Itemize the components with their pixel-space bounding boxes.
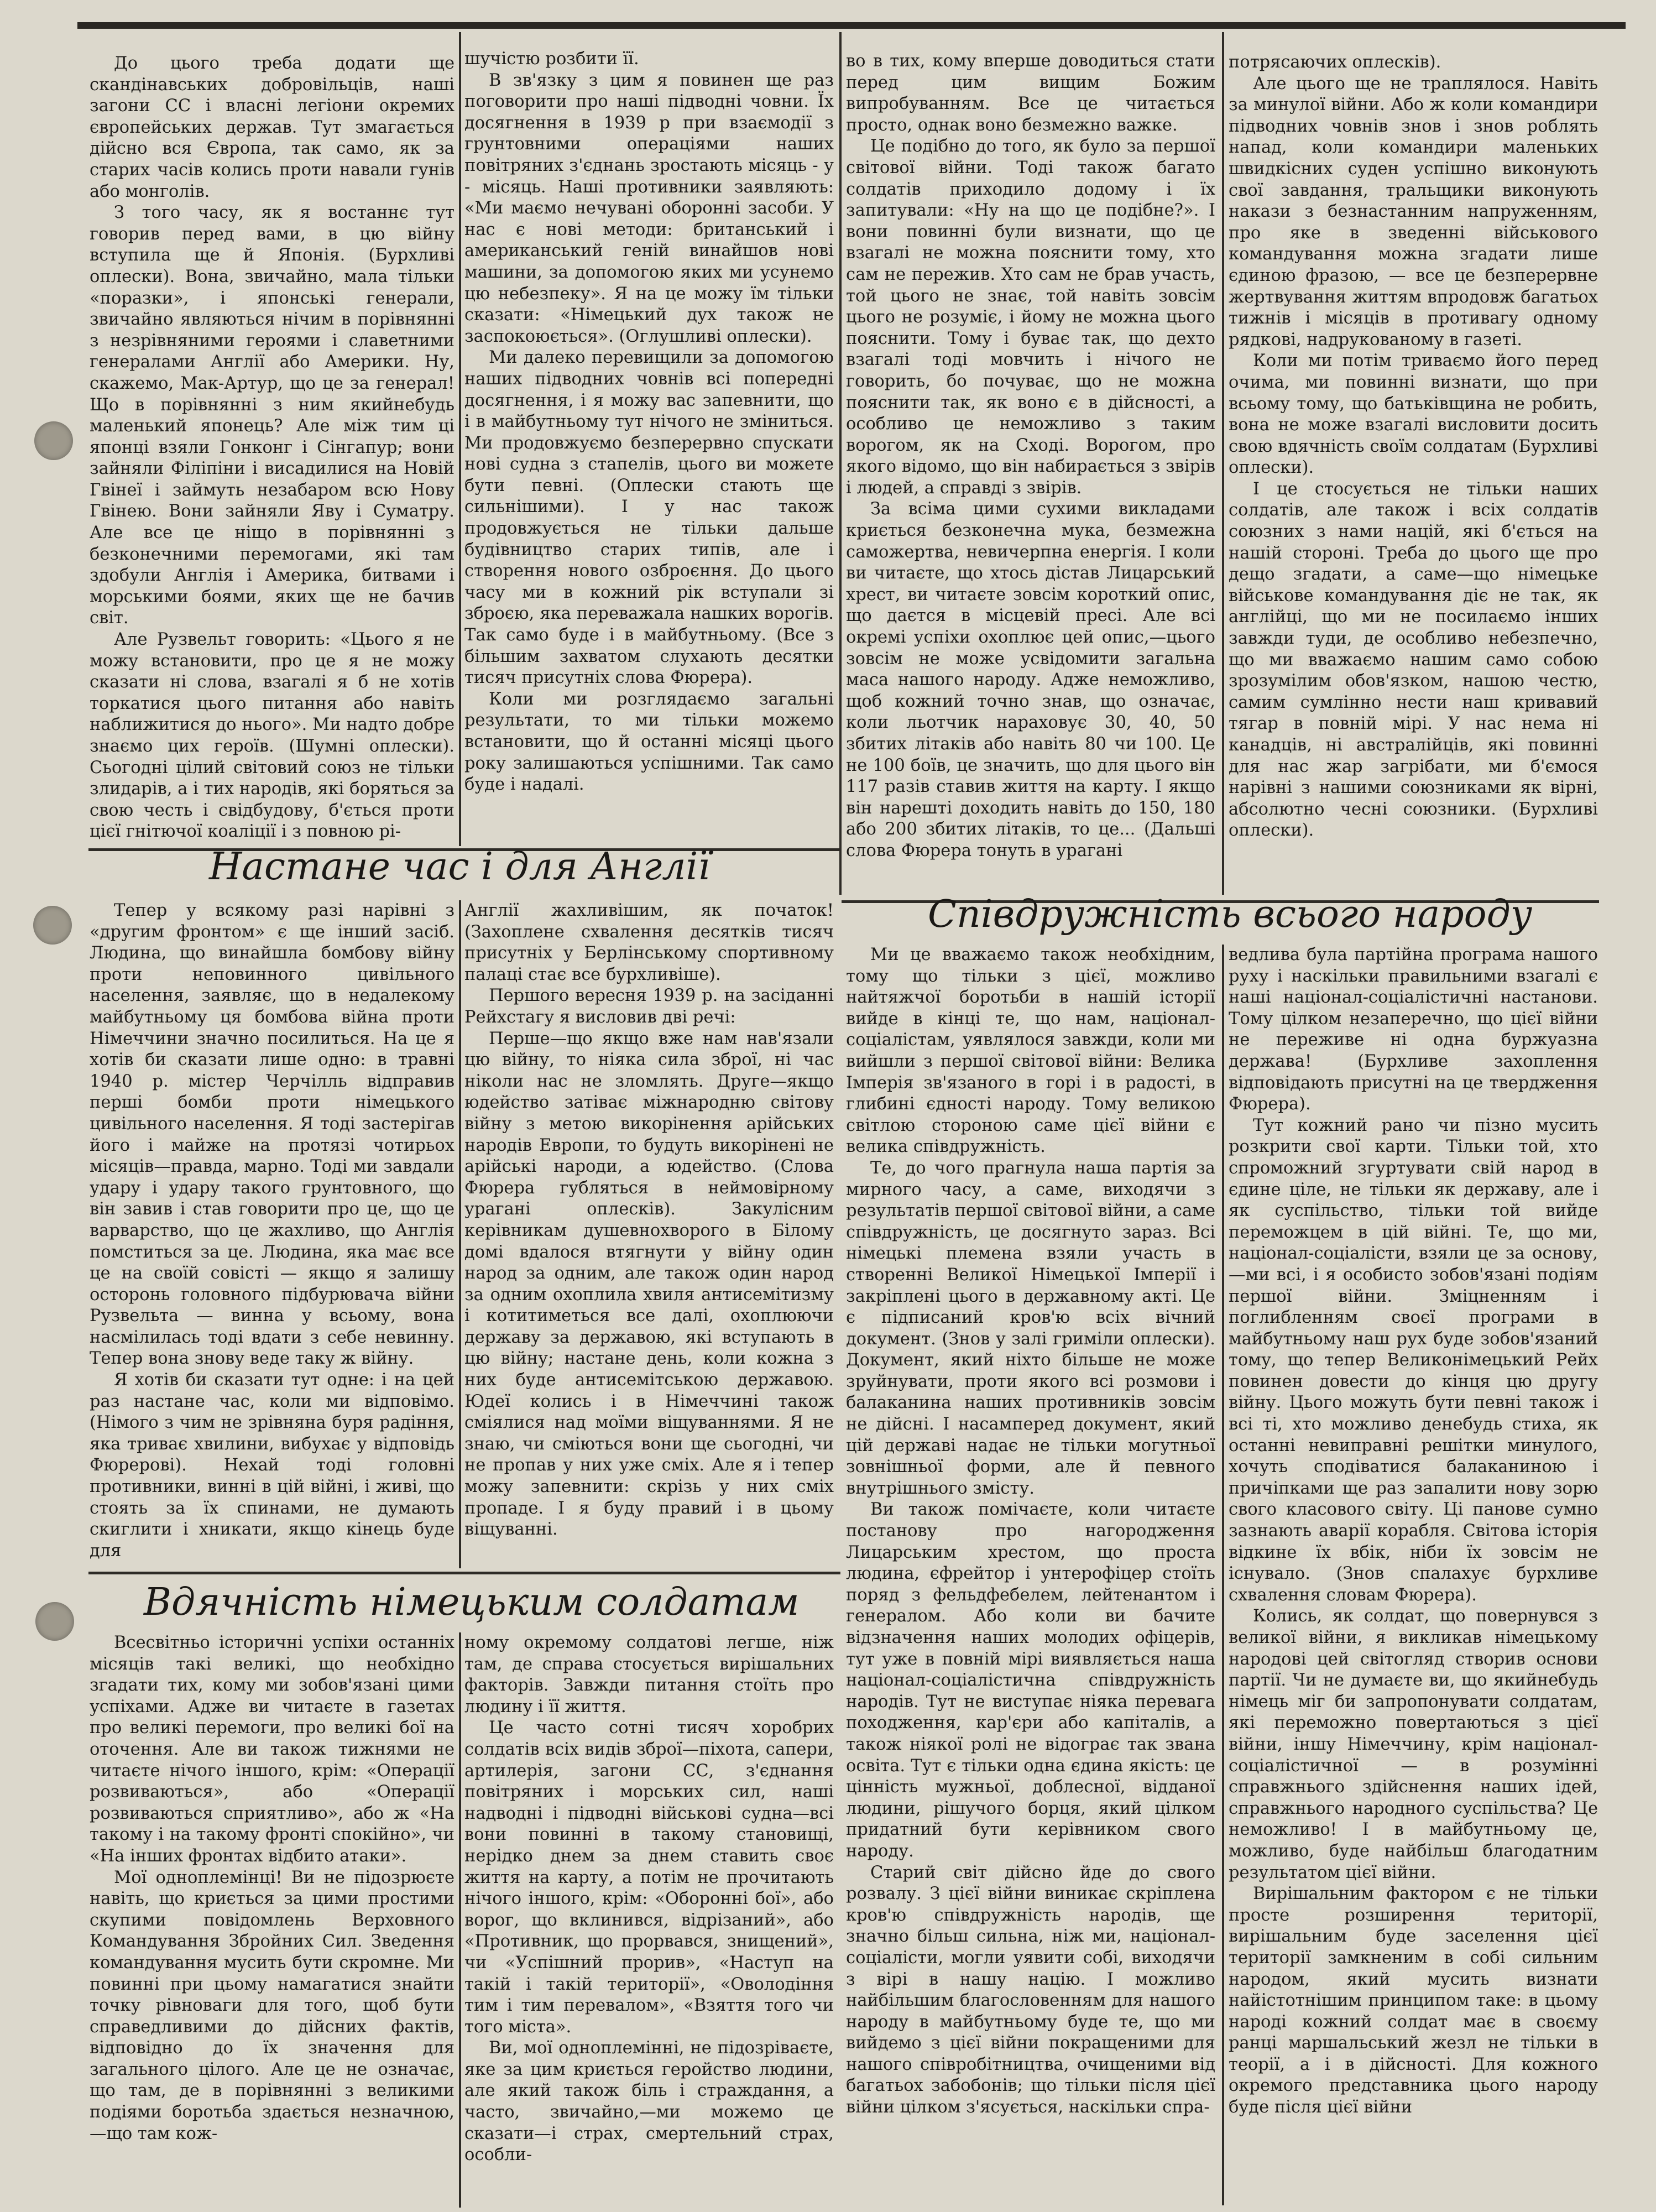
paragraph: Але цього ще не траплялося. Навіть за минулої війни. Або ж коли командири підводних човнів знов і знов роблять напад, коли командири маленьких швидкісних суден успішно виконують свої завдання, тральщики виконують накази з безнастанним напруженням, про яке в зведенні військового командування можна згадати лише єдиною фразою, — все це безперервне жертвування життям впродовж багатьох тижнів і місяців в противагу одному рядкові, надрукованому в газеті. (1229, 74, 1598, 349)
paragraph: Колись, як солдат, що повернувся з великої війни, я викликав німецькому народові цей світогляд створив основи партії. Чи не думаєте ви, що якийнебудь німець міг би запропонувати солдатам, які переможно повертаються з цієї війни, іншу Німеччину, крім націонал-соціалістичної — в розумінні справжнього здійснення наших ідей, справжнього народного суспільства? Це неможливо! І в майбутньому це, можливо, буде найбільш благодатним результатом цієї війни. (1229, 1606, 1598, 1882)
paragraph: Я хотів би сказати тут одне: і на цей раз настане час, коли ми відповімо.(Німого з чим не зрівняна буря радіння, яка триває хвилини, вибухає у відповідь Фюрерові). Нехай тоді головні противники, винні в цій війні, і живі, що стоять за їх спинами, не думають скиглити і хникати, якщо кінець буде для (90, 1370, 455, 1561)
paragraph: Це часто сотні тисяч хоробрих солдатів всіх видів зброї—піхота, сапери, артилерія, загони СС, з'єднання повітряних і морських сил, наші надводні і підводні військові судна—всі вони повинні в такому становищі, нерідко днем за днем ставить своє життя на карту, а потім не прочитають нічого іншого, крім: «Оборонні бої», або ворог, що вклинився, відрізаний», або «Противник, що прорвався, знищений», чи «Успішний прорив», «Наступ на такій і такій території», «Оволодіння тим і тим перевалом», «Взяття того чи того міста». (464, 1718, 834, 2037)
paragraph: Старий світ дійсно йде до свого розвалу. З цієї війни виникає скріплена кров'ю співдружність народів, ще значно більш сильна, ніж ми, націонал-соціалісти, могли уявити собі, виходячи з вірі в нашу націю. І можливо найбільшим благословенням для нашого народу в майбутньому буде те, що ми вийдемо з цієї війни покращеними для нашого співробітництва, очищеними від багатьох забобонів; що тільки після цієї війни цілком з'ясується, наскільки спра- (846, 1863, 1215, 2117)
paragraph: потрясаючих оплесків). (1229, 53, 1441, 72)
paragraph: Але Рузвельт говорить: «Цього я не можу встановити, про це я не можу сказати ні слова, взагалі я б не хотів торкатися цього питання або навіть наближитися до нього». Ми надто добре знаємо цих героїв. (Шумні оплески). Сьогодні цілий світовий союз не тільки злидарів, а і тих народів, які боряться за свою честь і свідбудову, б'ється проти цієї гнітючої коаліції і з повною рі- (90, 630, 455, 842)
england-column-2 (464, 900, 834, 1546)
paragraph: Те, до чого прагнула наша партія за мирного часу, а саме, виходячи з результатів першої світової війни, а саме співдружність, це досягнуто зараз. Всі німецькі племена взяли участь в створенні Великої Німецької Імперії і закріплені цього в державному акті. Це є підписаний кров'ю всіх вічний документ. (Знов у залі гриміли оплески). Документ, який ніхто більше не може зруйнувати, проти якого всі розмови і балаканина наших противників зовсім не дійсні. І насамперед документ, який цій державі надає не тільки могутньої зовнішньої форми, але й певного внутрішнього змісту. (846, 1158, 1215, 1498)
top-column-4 (1229, 52, 1598, 898)
unity-column-1 (846, 945, 1215, 2201)
top-rule (77, 22, 1626, 29)
binder-hole (33, 906, 72, 945)
paragraph: Це подібно до того, як було за першої світової війни. Тоді також багато солдатів приходило додому і їх запитували: «Ну на що це подібне?». І вони повинні були визнати, що це взагалі не можна пояснити тому, хто сам не пережив. Хто сам не брав участь, той цього не знає, той навіть зовсім цього не розуміє, і йому не можна цього пояснити. Тому і буває так, що дехто взагалі тоді мовчить і нічого не говорить, бо почуває, що не можна пояснити так, як воно є в дійсності, а особливо це неможливо з таким ворогом, як на Сході. Ворогом, про якого відомо, що він набирається з звірів і людей, а справді з звірів. (846, 137, 1215, 498)
paragraph: За всіма цими сухими викладами криється безконечна мука, безмежна саможертва, невичерпна енергія. І коли ви читаєте, що хтось дістав Лицарський хрест, ви читаєте зовсім короткий опис, що даєтся в місцевій пресі. Але всі окремі успіхи охоплює цей опис,—цього зовсім не може усвідомити загальна маса нашого народу. Адже неможливо, щоб кожний точно знав, що означає, коли льотчик нараховує 30, 40, 50 збитих літаків або навіть 80 чи 100. Це не 100 боїв, це значить, що для цього він 117 разів ставив життя на карту. І якщо він нарешті доходить навіть до 150, 180 або 200 збитих літаків, то це... (Дальші слова Фюрера тонуть в урагані (846, 499, 1215, 860)
paragraph: І це стосується не тільки наших солдатів, але також і всіх солдатів союзних з нами націй, які б'ється на нашій стороні. Треба до цього ще про дещо згадати, а саме—що німецьке військове командування діє не так, як англійці, що ми не посилаємо інших завжди туди, де особливо небезпечно, що ми вважаємо нашим само собою зрозумілим обов'язком, нашою честю, самим сумлінно нести наш кривавий тягар в повній мірі. У нас нема ні канадців, ні австралійців, які повинні для нас жар загрібати, ми б'ємося нарівні з нашими союзниками як вірні, абсолютно чесні союзники. (Бурхливі оплески). (1229, 479, 1598, 841)
paragraph: во в тих, кому вперше доводиться стати перед цим вищим Божим випробуванням. Все це читається просто, однак воно безмежно важке. (846, 51, 1215, 135)
paragraph: шучістю розбити її. (464, 49, 639, 69)
paragraph: Ми далеко перевищили за допомогою наших підводних човнів всі попередні досягнення, і я можу вас запевнити, що і в майбутньому тут нічого не зміниться. Ми продовжуємо безперервно спускати нові судна з стапелів, цього ви можете бути певні. (Оплески стають ще сильнішими). І у нас також продовжується не тільки дальше будівництво старих типів, але і створення нового озброєння. До цього часу ми в кожний рік вступали зі зброєю, яка переважала нашких ворогів. Так само буде і в майбутньому. (Все з більшим захватом слухають десятки тисяч присутніх слова Фюрера). (464, 348, 834, 688)
paragraph: Ми це вважаємо також необхідним, тому що тільки з цієї, можливо найтяжчої боротьби в нашій історії вийде в кінці те, що нам, націонал-соціалістам, уявлялося завжди, коли ми вийшли з першої світової війни: Велика Імперія зв'язаного в горі і в радості, в глибині єдності народу. Тому великою світлою стороною саме цієї війни є велика співдружність. (846, 945, 1215, 1157)
column-divider (459, 1632, 461, 2208)
binder-hole (35, 1602, 74, 1641)
column-divider (459, 32, 461, 846)
section-rule (88, 1572, 840, 1574)
paragraph: Мої одноплемінці! Ви не підозрюєте навіть, що криється за цими простими скупими повідомлень Верховного Командування Збройних Сил. Зведення командування мусить бути скромне. Ми повинні при цьому намагатися знайти точку рівноваги для того, щоб бути справедливими до дійсних фактів, відповідно до їх значення для загального цілого. Але це не означає, що там, де в порівнянні з великими подіями боротьба здається незначною,—що там кож- (90, 1867, 455, 2143)
paragraph: Коли ми розглядаємо загальні результати, то ми тільки можемо встановити, що й останні місяці цього року залишаються успішними. Так само буде і надалі. (464, 689, 834, 795)
paragraph: В зв'язку з цим я повинен ще раз поговорити про наші підводні човни. Їх досягнення в 1939 р при взаємодії з грунтовними операціями наших повітряних з'єднань зростають місяць - у - місяць. Наші противники заявляють: «Ми маємо нечувані оборонні засоби. У нас є нові методи: британський і американський геній винайшов нові машини, за допомогою яких ми усунемо цю небезпеку». Я на це можу їм тільки сказати: «Німецький дух також не заспокоюється». (Оглушливі оплески). (464, 70, 834, 346)
paragraph: З того часу, як я востаннє тут говорив перед вами, в цю війну вступила ще й Японія. (Бурхливі оплески). Вона, звичайно, мала тільки «поразки», і японські генерали, звичайно являються нічим в порівнянні з незрівняними героями і славетними генералами Англії або Америки. Ну, скажемо, Мак-Артур, що це за генерал! Що в порівнянні з ним якийнебудь маленький японець? Але між тим ці японці взяли Гонконг і Сінгапур; вони зайняли Філіпіни і висадилися на Новій Гвінеї і займуть незабаром всю Нову Гвінею. Вони зайняли Яву і Суматру. Але все це ніщо в порівнянні з безконечними перемогами, які там здобули Англія і Америка, битвами і морськими боями, яких ще не бачив світ. (90, 203, 455, 628)
paragraph: Ви, мої одноплемінні, не підозріваєте, яке за цим криється геройство людини, але який також біль і страждання, а часто, звичайно,—ми можемо це сказати—і страх, смертельний страх, особли- (464, 2038, 834, 2165)
paragraph: Всесвітньо історичні успіхи останніх місяців такі великі, що необхідно згадати тих, кому ми зобов'язані цими успіхами. Адже ви читаєте в газетах про великі перемоги, про великі бої на оточення. Але ви також тижнями не читаєте нічого іншого, крім: «Операції розвиваються», або «Операції розвиваються сприятливо», або ж «На такому і на такому фронті спокійно», чи «На інших фронтах відбито атаки». (90, 1633, 455, 1866)
column-divider (459, 900, 461, 1568)
paragraph: Перше—що якщо вже нам нав'язали цю війну, то ніяка сила зброї, ні час ніколи нас не зломлять. Друге—якщо юдейство затіває міжнародню світову війну з метою викорінення арійських народів Европи, то будуть викорінені не арійські народи, а юдейство. (Слова Фюрера губляться в неймовірному урагані оплесків). Закулісним керівникам душевнохворого в Білому домі вдалося втягнути у війну один народ за одним, але також один народ за одним охоплила хвиля антисемітизму і котитиметься все далі, охоплюючи державу за державою, які вступають в цю війну; настане день, коли кожна з них буде антисемітською державою. Юдеї колись і в Німеччині також сміялися над моїми віщуваннями. Я не знаю, чи сміються вони ще сьогодні, чи не пропав у них уже сміх. Але я і тепер можу запевнити: скрізь у них сміх пропаде. І я буду правий і в цьому віщуванні. (464, 1029, 834, 1540)
paragraph: Вирішальним фактором є не тільки просте розширення території, вирішальним буде заселення цієї території замкненим в собі сильним народом, який мусить визнати найістотнішим принципом таке: в цьому народі кожний солдат має в своєму ранці маршальський жезл не тільки в теорії, а і в дійсності. Для кожного окремого представника цього народу буде після цієї війни (1229, 1884, 1598, 2117)
paragraph: Першого вересня 1939 р. на засіданні Рейхстагу я висловив дві речі: (464, 986, 834, 1027)
column-divider (1222, 945, 1224, 2205)
thanks-column-1 (90, 1632, 455, 2202)
unity-column-2 (1229, 945, 1598, 2201)
headline-thanks: Вдячність німецьким солдатам (144, 1580, 800, 1624)
paragraph: Англії жахливішим, як початок! (Захоплене схвалення десятків тисяч присутніх у Берлінському спортивному палаці стає все бурхливіше). (464, 901, 834, 984)
paragraph: ному окремому солдатові легше, ніж там, де справа стосується вирішальних факторів. Завжди питання стоїть про людину і її життя. (464, 1633, 834, 1717)
headline-unity: Співдружність всього народу (928, 893, 1533, 936)
thanks-column-2 (464, 1632, 834, 2202)
paragraph: Тут кожний рано чи пізно мусить розкрити свої карти. Тільки той, хто спроможний згуртувати свій народ в єдине ціле, не тільки як державу, але і як суспільство, тільки той вийде переможцем в цій війні. Те, що ми, націонал-соціалісти, взяли це за основу,—ми всі, і я особисто зобов'язані подіям першої війни. Зміцненням і поглибленням своєї програми в майбутньому наш рух буде зобов'язаний тому, що тепер Великонімецький Рейх повинен довести до кінця цю другу війну. Цього можуть бути певні також і всі ті, хто можливо денебудь стиха, як останні невиправні решітки минулого, хочуть сподіватися балаканиною і причіпками ще раз запалити нову зорю свого класового світу. Ці панове сумно зазнають аварії корабля. Світова історія відкине їх вбік, ніби їх зовсім не існувало. (Знов спалахує бурхливе схвалення словам Фюрера). (1229, 1115, 1598, 1605)
top-column-3 (846, 51, 1215, 860)
top-column-1 (90, 53, 455, 841)
headline-england: Настане час і для Англії (209, 845, 710, 889)
column-divider (839, 32, 842, 895)
column-divider (1222, 32, 1224, 895)
top-column-2 (464, 49, 834, 842)
paragraph: До цього треба додати ще скандінавських добровільців, наші загони СС і власні легіони окремих європейських держав. Тут змагається дійсно вся Європа, так само, як за старих часів колись проти навали гунів або монголів. (90, 54, 455, 201)
paragraph: ведлива була партійна програма нашого руху і наскільки правильними взагалі є наші націонал-соціалістичні настанови. Тому цілком незаперечно, що цієї війни не переживе ні одна буржуазна держава! (Бурхливе захоплення відповідають присутні на це твердження Фюрера). (1229, 945, 1598, 1114)
paragraph: Тепер у всякому разі нарівні з «другим фронтом» є ще інший засіб. Людина, що винайшла бомбову війну проти неповинного цивільного населення, заявляє, що в недалекому майбутньому ця бомбова війна проти Німеччини значно посилиться. На це я хотів би сказати лише одно: в травні 1940 р. містер Черчілль відправив перші бомби проти німецького цивільного населення. Я тоді застерігав його і майже на протязі чотирьох місяців—правда, марно. Тоді ми завдали удару і удару такого грунтовного, що він завив і став говорити про це, що це варварство, що це жахливо, що Англія помститься за це. Людина, яка має все це на своїй совісті — якщо я залишу осторонь головного підбурювача війни Рузвельта — винна у всьому, вона насмілилась тоді вдати з себе невинну. Тепер вона знову веде таку ж війну. (90, 901, 455, 1369)
paragraph: Коли ми потім триваємо його перед очима, ми повинні визнати, що при всьому тому, що батьківщина не робить, вона не може взагалі висловити досить свою вдячність своїм солдатам (Бурхливі оплески). (1229, 351, 1598, 478)
binder-hole (34, 421, 73, 460)
paragraph: Ви також помічаєте, коли читаєте постанову про нагородження Лицарським хрестом, що проста людина, єфрейтор і унтерофіцер стоїть поряд з фельдфебелем, лейтенантом і генералом. Або коли ви бачите відзначення наших молодих офіцерів, тут уже в повній мірі виявляється наша націонал-соціалістична співдружність народів. Тут не виступає ніяка перевага походження, кар'єри або капіталів, а також ніякої ролі не відограє так звана освіта. Тут є тільки одна єдина якість: це цінність мужньої, доблесної, відданої людини, рішучого борця, який цілком придатний бути керівником свого народу. (846, 1500, 1215, 1861)
england-column-1 (90, 900, 455, 1561)
